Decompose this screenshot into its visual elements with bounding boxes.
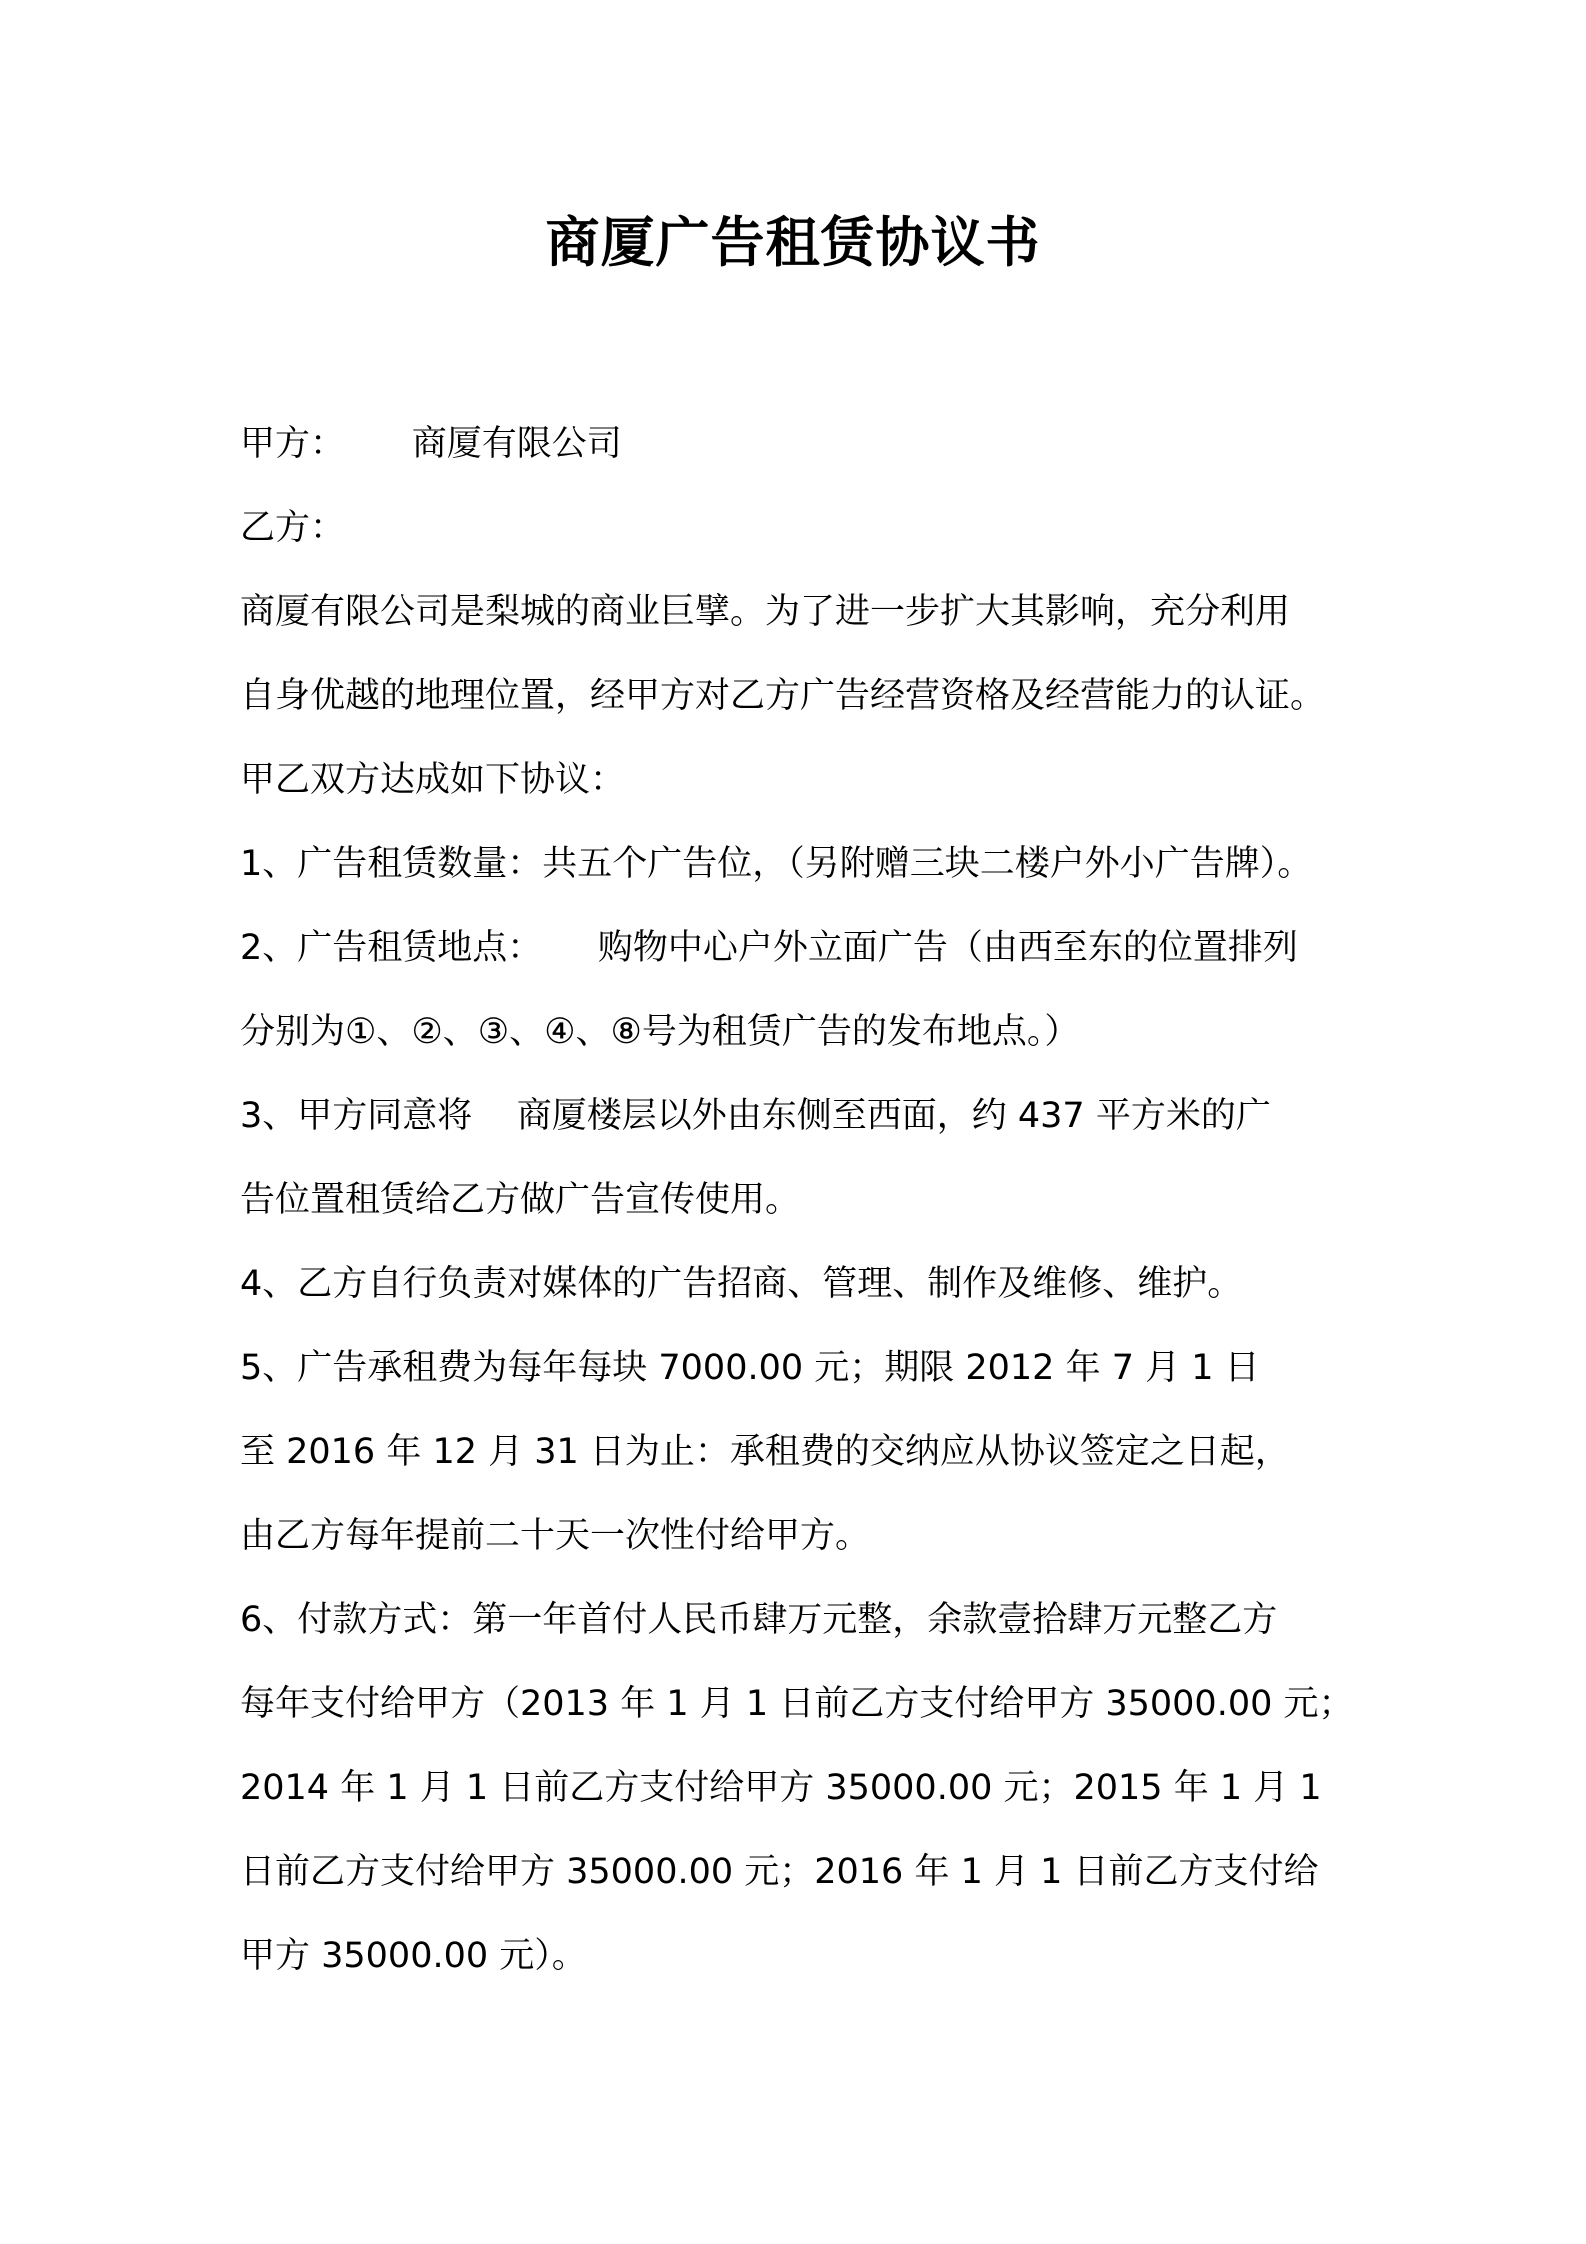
clause-2-line-2: 分别为①、②、③、④、⑧号为租赁广告的发布地点。）: [240, 1012, 1080, 1052]
clause-6-line-2: 每年支付给甲方（2013 年 1 月 1 日前乙方支付给甲方 35000.00 元；: [240, 1684, 1354, 1724]
clause-2-line-1: 2、广告租赁地点： 购物中心户外立面广告（由西至东的位置排列: [240, 928, 1298, 968]
clause-3-line-2: 告位置租赁给乙方做广告宣传使用。: [240, 1180, 801, 1220]
party-a-line: 甲方： 商厦有限公司: [240, 424, 622, 464]
clause-5-line-3: 由乙方每年提前二十天一次性付给甲方。: [240, 1516, 871, 1556]
clause-5-line-2: 至 2016 年 12 月 31 日为止：承租费的交纳应从协议签定之日起，: [240, 1432, 1290, 1472]
clause-6-line-4: 日前乙方支付给甲方 35000.00 元；2016 年 1 月 1 日前乙方支付给: [240, 1852, 1319, 1892]
clause-6-line-5: 甲方 35000.00 元）。: [240, 1936, 587, 1976]
clause-6-line-1: 6、付款方式：第一年首付人民币肆万元整，余款壹拾肆万元整乙方: [240, 1600, 1278, 1640]
intro-line-2: 自身优越的地理位置，经甲方对乙方广告经营资格及经营能力的认证。: [240, 676, 1326, 716]
document-title: 商厦广告租赁协议书: [545, 211, 1041, 274]
clause-4-line: 4、乙方自行负责对媒体的广告招商、管理、制作及维修、维护。: [240, 1264, 1243, 1304]
party-b-line: 乙方：: [240, 508, 346, 548]
agreement-intro-line: 甲乙双方达成如下协议：: [240, 760, 626, 800]
clause-6-line-3: 2014 年 1 月 1 日前乙方支付给甲方 35000.00 元；2015 年 1 月 1: [240, 1768, 1322, 1808]
clause-1-line: 1、广告租赁数量：共五个广告位，（另附赠三块二楼户外小广告牌）。: [240, 844, 1313, 884]
clause-5-line-1: 5、广告承租费为每年每块 7000.00 元；期限 2012 年 7 月 1 日: [240, 1348, 1260, 1388]
document-body: [240, 402, 1370, 1998]
clause-3-line-1: 3、甲方同意将 商厦楼层以外由东侧至西面，约 437 平方米的广: [240, 1096, 1271, 1136]
intro-line-1: 商厦有限公司是梨城的商业巨擘。为了进一步扩大其影响，充分利用: [240, 592, 1291, 632]
